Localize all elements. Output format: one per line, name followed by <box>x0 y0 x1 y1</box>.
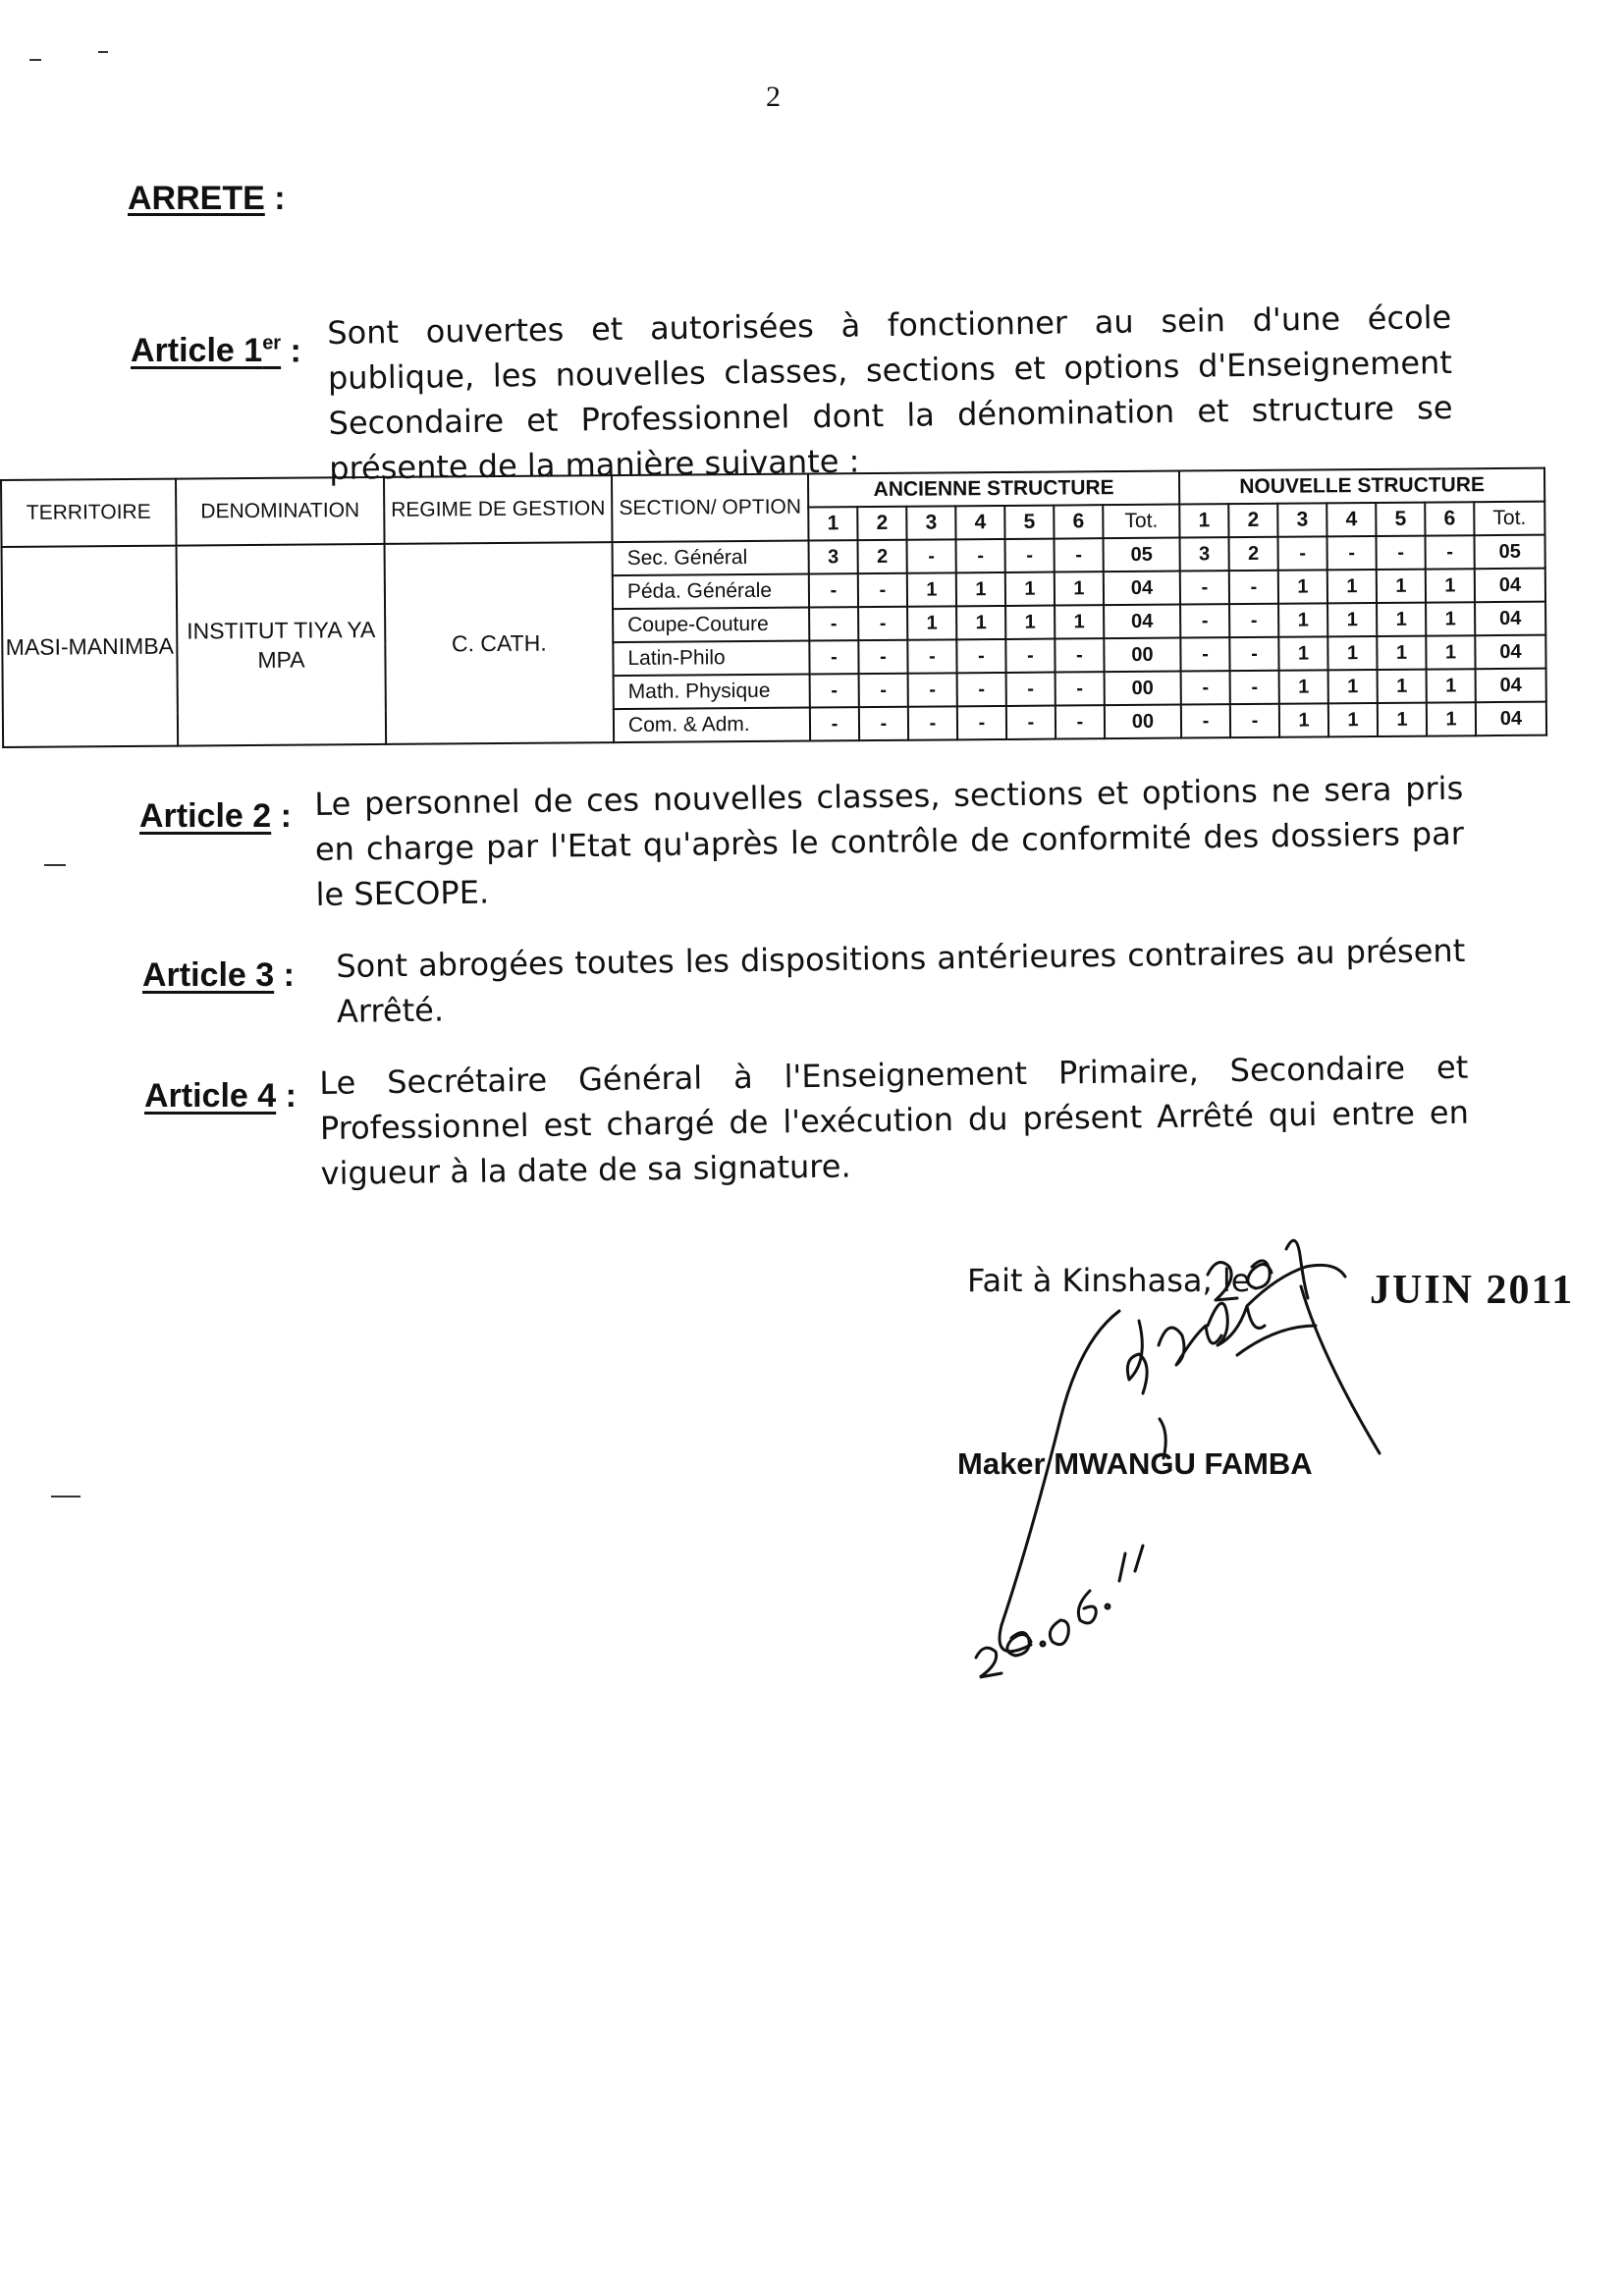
document-heading <box>128 180 286 218</box>
cell-nouvelle: 1 <box>1426 569 1475 602</box>
cell-ancienne: 1 <box>907 606 956 639</box>
cell-ancienne: - <box>1056 672 1105 705</box>
cell-ancienne: 1 <box>1005 572 1055 606</box>
cell-nouvelle: - <box>1377 536 1426 570</box>
cell-ancienne: - <box>907 539 956 572</box>
cell-nouvelle: 1 <box>1327 636 1377 670</box>
cell-ancienne: - <box>907 639 956 673</box>
place-date-line: Fait à Kinshasa, le <box>967 1262 1251 1299</box>
cell-nouvelle: 04 <box>1475 569 1545 603</box>
cell-ancienne: - <box>810 707 859 740</box>
cell-ancienne: - <box>1005 539 1055 572</box>
page-number: 2 <box>766 81 781 113</box>
cell-ancienne: - <box>1005 639 1055 673</box>
margin-mark <box>51 1496 81 1497</box>
col-header: 6 <box>1054 505 1103 538</box>
article-2-text: Le personnel de ces nouvelles classes, sections et options ne sera pris en charge par l'Etat qu'après le contrôle de conformité des dossiers par le SECOPE. <box>314 769 1465 913</box>
cell-section: Latin-Philo <box>613 641 809 677</box>
cell-ancienne: - <box>1055 538 1104 572</box>
cell-ancienne: 3 <box>809 540 858 573</box>
cell-territoire: MASI-MANIMBA <box>2 546 179 747</box>
cell-nouvelle: 1 <box>1426 602 1475 635</box>
col-header: 5 <box>1376 503 1425 536</box>
cell-nouvelle: 1 <box>1278 570 1327 603</box>
cell-ancienne: - <box>1006 706 1056 739</box>
cell-nouvelle: 2 <box>1229 537 1278 571</box>
cell-section: Com. & Adm. <box>614 708 810 743</box>
cell-ancienne: 1 <box>1055 572 1104 605</box>
cell-nouvelle: 1 <box>1278 636 1327 670</box>
col-header: 3 <box>1277 503 1326 536</box>
cell-nouvelle: 1 <box>1427 669 1476 702</box>
cell-ancienne: - <box>956 639 1005 673</box>
header-ancienne: ANCIENNE STRUCTURE <box>808 471 1179 508</box>
cell-nouvelle: - <box>1229 604 1278 637</box>
cell-ancienne: - <box>1006 673 1056 706</box>
cell-ancienne: - <box>809 607 858 640</box>
cell-nouvelle: - <box>1180 571 1229 604</box>
article-4-label: Article 4 : <box>144 1077 297 1115</box>
cell-ancienne: - <box>809 573 858 607</box>
cell-ancienne: - <box>858 640 907 674</box>
cell-nouvelle: 1 <box>1378 670 1427 703</box>
cell-nouvelle: - <box>1181 704 1230 737</box>
cell-ancienne: - <box>858 607 907 640</box>
col-header: 2 <box>1228 504 1277 537</box>
cell-ancienne: 1 <box>907 572 956 606</box>
cell-nouvelle: 04 <box>1476 669 1546 703</box>
cell-nouvelle: 04 <box>1475 602 1545 636</box>
cell-nouvelle: 1 <box>1377 570 1426 603</box>
article-3-label: Article 3 : <box>142 956 295 994</box>
cell-ancienne: - <box>858 573 907 607</box>
article-1-sup: er <box>262 333 282 354</box>
article-3-text: Sont abrogées toutes les dispositions antérieures contraires au présent Arrêté. <box>336 931 1466 1030</box>
cell-ancienne: - <box>957 673 1006 706</box>
cell-section: Math. Physique <box>614 675 810 710</box>
cell-nouvelle: 1 <box>1427 702 1476 735</box>
cell-nouvelle: 1 <box>1377 603 1426 636</box>
cell-ancienne: - <box>1055 638 1104 672</box>
cell-nouvelle: - <box>1180 604 1229 637</box>
col-header: 2 <box>857 507 906 540</box>
cell-nouvelle: - <box>1426 535 1475 569</box>
cell-ancienne: 1 <box>1005 606 1055 639</box>
cell-ancienne: - <box>810 674 859 707</box>
cell-nouvelle: - <box>1229 571 1278 604</box>
cell-nouvelle: - <box>1181 671 1230 704</box>
heading-label: ARRETE <box>128 180 265 217</box>
cell-ancienne: 00 <box>1105 672 1181 706</box>
col-header: 3 <box>906 506 955 539</box>
structure-table <box>0 467 1547 748</box>
cell-nouvelle: 04 <box>1476 702 1546 736</box>
article-2-label: Article 2 : <box>139 797 292 835</box>
header-denomination: DENOMINATION <box>176 477 385 546</box>
col-header: Tot. <box>1103 505 1179 539</box>
cell-ancienne: 2 <box>858 540 907 573</box>
cell-ancienne: - <box>1056 705 1105 738</box>
heading-suffix: : <box>264 180 286 217</box>
col-header: 5 <box>1004 506 1054 539</box>
col-header: 6 <box>1425 502 1474 535</box>
cell-ancienne: 1 <box>1055 605 1104 638</box>
cell-nouvelle: 3 <box>1180 537 1229 571</box>
col-header: 4 <box>1326 503 1376 536</box>
cell-ancienne: - <box>859 707 908 740</box>
cell-nouvelle: 1 <box>1279 670 1328 703</box>
cell-nouvelle: 1 <box>1377 636 1426 670</box>
cell-nouvelle: - <box>1229 637 1278 671</box>
article-1-label: Article 1er : <box>131 332 301 370</box>
article-4-text: Le Secrétaire Général à l'Enseignement Primaire, Secondaire et Professionnel est chargé de l'exécution du présent Arrêté qui entre en vigueur à la date de sa signature. <box>319 1048 1470 1192</box>
signatory-name: Maker MWANGU FAMBA <box>957 1446 1313 1481</box>
cell-nouvelle: 1 <box>1328 670 1378 703</box>
cell-ancienne: - <box>908 706 957 739</box>
cell-nouvelle: - <box>1327 536 1377 570</box>
cell-ancienne: 04 <box>1104 605 1180 639</box>
cell-ancienne: 1 <box>956 572 1005 606</box>
cell-ancienne: - <box>956 539 1005 572</box>
col-header: 1 <box>1179 504 1228 537</box>
cell-nouvelle: 05 <box>1475 535 1545 570</box>
margin-mark <box>29 59 41 61</box>
col-header: 1 <box>808 507 857 540</box>
cell-ancienne: 1 <box>956 606 1005 639</box>
article-1-text: Sont ouvertes et autorisées à fonctionner au sein d'une école publique, les nouvelles classes, sections et options d'Enseignement Secondaire et Professionnel dont la dénomination et structure se présente de la manière suivante : <box>327 299 1453 487</box>
cell-nouvelle: 1 <box>1279 703 1328 736</box>
cell-nouvelle: 1 <box>1328 703 1378 736</box>
cell-section: Sec. Général <box>613 541 809 576</box>
cell-ancienne: - <box>908 673 957 706</box>
cell-ancienne: 00 <box>1105 705 1181 739</box>
cell-ancienne: - <box>859 674 908 707</box>
cell-nouvelle: 04 <box>1475 635 1545 670</box>
cell-nouvelle: 1 <box>1327 603 1377 636</box>
col-header: 4 <box>955 506 1004 539</box>
cell-ancienne: 00 <box>1104 638 1180 673</box>
margin-mark <box>98 51 108 53</box>
cell-nouvelle: - <box>1230 671 1279 704</box>
header-territoire: TERRITOIRE <box>1 479 177 547</box>
date-stamp: JUIN 2011 <box>1370 1268 1575 1313</box>
cell-nouvelle: - <box>1230 704 1279 737</box>
cell-denomination: INSTITUT TIYA YA MPA <box>177 544 387 746</box>
header-regime: REGIME DE GESTION <box>384 475 613 544</box>
cell-nouvelle: 1 <box>1378 703 1427 736</box>
cell-nouvelle: 1 <box>1426 635 1475 669</box>
cell-ancienne: - <box>957 706 1006 739</box>
cell-section: Coupe-Couture <box>613 608 809 643</box>
cell-nouvelle: - <box>1180 637 1229 671</box>
cell-ancienne: 05 <box>1104 538 1180 572</box>
header-section: SECTION/ OPTION <box>612 474 809 543</box>
handwritten-signature <box>913 1227 1424 1689</box>
cell-nouvelle: 1 <box>1327 570 1377 603</box>
cell-regime: C. CATH. <box>385 542 615 744</box>
cell-ancienne: - <box>809 640 858 674</box>
cell-nouvelle: - <box>1278 536 1327 570</box>
cell-section: Péda. Générale <box>613 574 809 610</box>
cell-nouvelle: 1 <box>1278 603 1327 636</box>
col-header: Tot. <box>1474 502 1544 536</box>
margin-mark <box>44 864 66 866</box>
cell-ancienne: 04 <box>1104 572 1180 606</box>
header-nouvelle: NOUVELLE STRUCTURE <box>1179 468 1544 505</box>
